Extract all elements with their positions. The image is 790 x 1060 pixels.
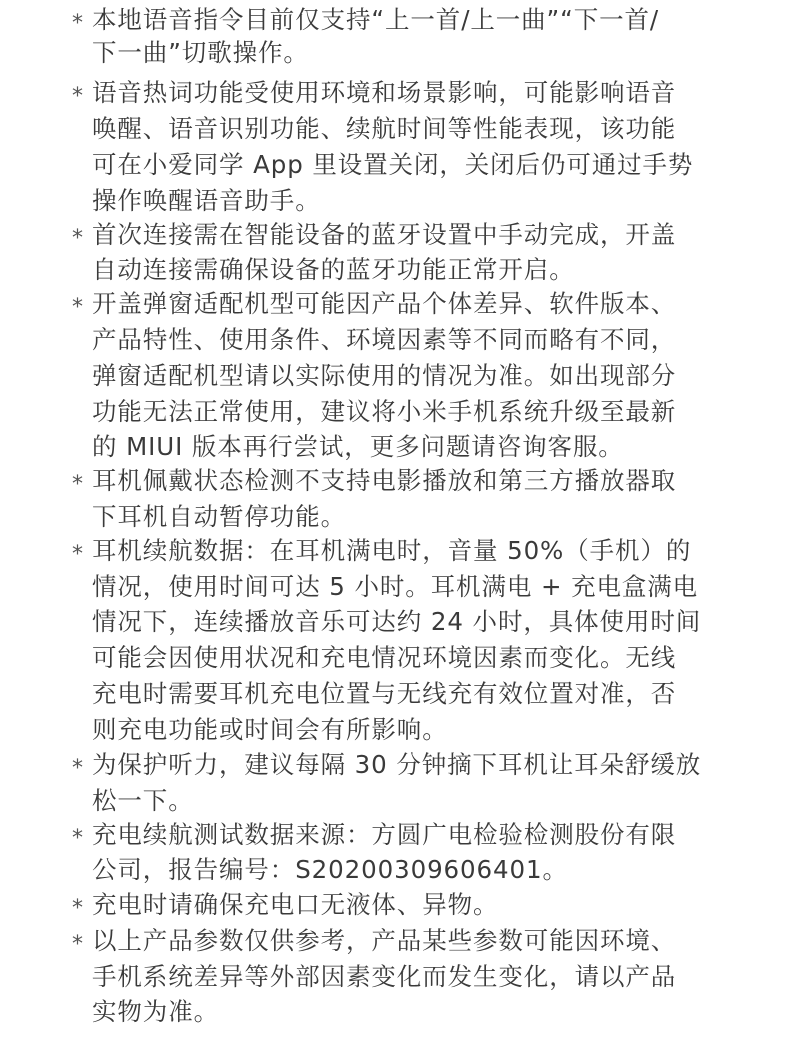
note-line: 产品特性、使用条件、环境因素等不同而略有不同， <box>92 325 677 354</box>
asterisk-bullet: * <box>72 542 83 567</box>
note-line: 实物为准。 <box>92 997 219 1026</box>
note-line: 耳机续航数据：在耳机满电时，音量 50%（手机）的 <box>92 536 692 565</box>
note-line: 功能无法正常使用，建议将小米手机系统升级至最新 <box>92 397 677 426</box>
note-line: 开盖弹窗适配机型可能因产品个体差异、软件版本、 <box>92 289 677 318</box>
asterisk-bullet: * <box>72 932 83 957</box>
note-line: 情况下，连续播放音乐可达约 24 小时，具体使用时间 <box>92 607 702 636</box>
note-line: 以上产品参数仅供参考，产品某些参数可能因环境、 <box>92 926 677 955</box>
asterisk-bullet: * <box>72 472 83 497</box>
note-line: 的 MIUI 版本再行尝试，更多问题请咨询客服。 <box>92 432 624 461</box>
note-line: 充电时请确保充电口无液体、异物。 <box>92 890 499 919</box>
note-line: 情况，使用时间可达 5 小时。耳机满电 + 充电盒满电 <box>92 572 699 601</box>
note-line: 语音热词功能受使用环境和场景影响，可能影响语音 <box>92 78 677 107</box>
note-line: 本地语音指令目前仅支持“上一首/上一曲”“下一首/ <box>92 5 660 34</box>
note-line: 操作唤醒语音助手。 <box>92 186 321 215</box>
asterisk-bullet: * <box>72 84 83 109</box>
note-line: 唤醒、语音识别功能、续航时间等性能表现，该功能 <box>92 114 677 143</box>
note-line: 公司，报告编号：S20200309606401。 <box>92 855 568 884</box>
asterisk-bullet: * <box>72 826 83 851</box>
note-line: 可能会因使用状况和充电情况环境因素而变化。无线 <box>92 643 677 672</box>
note-line: 为保护听力，建议每隔 30 分钟摘下耳机让耳朵舒缓放 <box>92 750 702 779</box>
note-line: 下耳机自动暂停功能。 <box>92 502 346 531</box>
note-line: 则充电功能或时间会有所影响。 <box>92 715 448 744</box>
note-line: 自动连接需确保设备的蓝牙功能正常开启。 <box>92 255 575 284</box>
note-line: 下一曲”切歌操作。 <box>92 38 309 67</box>
asterisk-bullet: * <box>72 295 83 320</box>
asterisk-bullet: * <box>72 896 83 921</box>
note-line: 充电续航测试数据来源：方圆广电检验检测股份有限 <box>92 820 677 849</box>
note-line: 首次连接需在智能设备的蓝牙设置中手动完成，开盖 <box>92 220 677 249</box>
note-line: 耳机佩戴状态检测不支持电影播放和第三方播放器取 <box>92 466 677 495</box>
note-line: 弹窗适配机型请以实际使用的情况为准。如出现部分 <box>92 361 677 390</box>
note-line: 松一下。 <box>92 786 194 815</box>
note-line: 可在小爱同学 App 里设置关闭，关闭后仍可通过手势 <box>92 150 694 179</box>
note-line: 手机系统差异等外部因素变化而发生变化，请以产品 <box>92 962 677 991</box>
asterisk-bullet: * <box>72 11 83 36</box>
asterisk-bullet: * <box>72 756 83 781</box>
asterisk-bullet: * <box>72 226 83 251</box>
note-line: 充电时需要耳机充电位置与无线充有效位置对准，否 <box>92 679 677 708</box>
